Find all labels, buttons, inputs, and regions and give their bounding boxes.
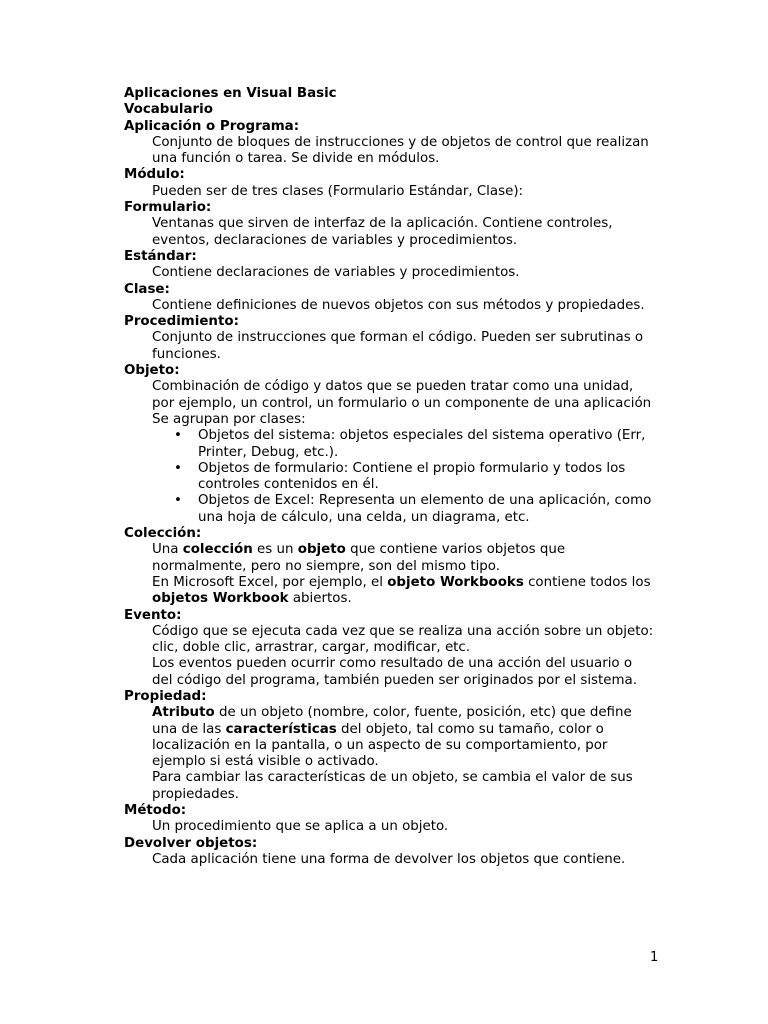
bullet-icon: • [174,428,182,444]
text-run: del objeto, tal como su tamaño, color o localización en la pantalla, o un aspecto de su comportamiento, por ejemplo si está visible o activado. [152,721,608,770]
definition-paragraph [152,542,654,575]
text-run: es un [252,542,298,558]
list-item [174,493,654,526]
page-number: 1 [650,950,659,965]
definition-devolver-objetos [152,852,654,868]
definition-text: Contiene definiciones de nuevos objetos con sus métodos y propiedades. [152,297,645,313]
term-formulario: Formulario: [124,200,212,216]
term-devolver-objetos: Devolver objetos: [124,835,258,851]
definition-text: Conjunto de bloques de instrucciones y de objetos de control que realizan una función o tarea. Se divide en módulos. [152,134,649,167]
bold-run: objetos Workbook [152,591,289,607]
text-run: Una [152,542,183,558]
bold-run: Atributo [152,705,215,721]
text-run: abiertos. [288,591,352,607]
definition-aplicacion [152,135,654,168]
term-propiedad: Propiedad: [124,688,207,704]
object-class-list [152,428,654,526]
definition-metodo [152,819,654,835]
definition-objeto [152,379,654,526]
definition-coleccion [152,542,654,607]
term-coleccion: Colección: [124,526,202,542]
definition-text: Ventanas que sirven de interfaz de la aplicación. Contiene controles, eventos, declaraciones de variables y procedimientos. [152,216,613,248]
definition-text: Código que se ejecuta cada vez que se realiza una acción sobre un objeto: clic, doble clic, arrastrar, cargar, modificar, etc. [152,623,654,656]
definition-text: Pueden ser de tres clases (Formulario Estándar, Clase): [152,183,524,199]
list-item [174,460,654,494]
text-run: que contiene varios objetos que normalmente, pero no siempre, son del mismo tipo. [152,542,566,574]
definition-estandar [152,265,654,281]
definition-text: Combinación de código y datos que se pueden tratar como una unidad, por ejemplo, un control, un formulario o un componente de una aplicación [152,379,652,411]
text-run: contiene todos los [523,574,651,590]
text-run: En Microsoft Excel, por ejemplo, el [152,574,388,590]
list-item-text: Objetos de Excel: Representa un elemento de una aplicación, como una hoja de cálculo, una celda, un diagrama, etc. [198,493,652,525]
term-procedimiento: Procedimiento: [124,314,239,330]
term-modulo: Módulo: [124,167,185,183]
bold-run: características [225,721,337,737]
term-evento: Evento: [124,607,182,623]
term-clase: Clase: [124,281,170,297]
definition-evento [152,624,654,689]
term-metodo: Método: [124,803,187,819]
list-item [174,428,654,461]
term-objeto: Objeto: [124,363,180,379]
bullet-icon: • [174,460,182,476]
definition-paragraph [152,575,654,608]
definition-text: Un procedimiento que se aplica a un objeto. [152,819,449,835]
definition-procedimiento [152,330,654,363]
definition-modulo [152,184,654,200]
bullet-icon: • [174,493,182,509]
text-run: de un objeto (nombre, color, fuente, posición, etc) que define una de las [152,705,632,737]
definition-text: Cada aplicación tiene una forma de devolver los objetos que contiene. [152,851,626,867]
term-estandar: Estándar: [124,248,197,264]
bold-run: objeto Workbooks [387,574,524,590]
definition-text: Los eventos pueden ocurrir como resultado de una acción del usuario o del código del programa, también pueden ser originados por el sistema. [152,656,638,688]
list-item-text: Objetos del sistema: objetos especiales del sistema operativo (Err, Printer, Debug, etc.). [198,428,646,460]
document-subtitle: Vocabulario [124,102,213,118]
document-body [124,86,654,868]
bold-run: colección [182,542,253,558]
term-aplicacion: Aplicación o Programa: [124,118,300,134]
definition-propiedad [152,705,654,803]
definition-text: Conjunto de instrucciones que forman el código. Pueden ser subrutinas o funciones. [152,330,644,362]
bold-run: objeto [297,542,346,558]
list-item-text: Objetos de formulario: Contiene el propio formulario y todos los controles contenidos en él. [198,460,626,493]
definition-formulario [152,216,654,249]
definition-text: Para cambiar las características de un objeto, se cambia el valor de sus propiedades. [152,770,633,802]
definition-text: Contiene declaraciones de variables y procedimientos. [152,265,520,281]
document-title: Aplicaciones en Visual Basic [124,86,337,101]
definition-paragraph [152,705,654,770]
definition-clase [152,298,654,314]
grouping-text: Se agrupan por clases: [152,411,306,427]
